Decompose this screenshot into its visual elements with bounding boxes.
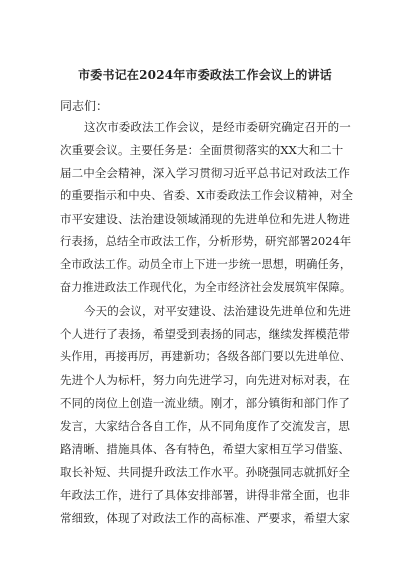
paragraph-line: 先进个人为标杆，努力向先进学习，向先进对标对表，在 <box>60 373 350 387</box>
paragraph-line: 今天的会议，对平安建设、法治建设先进单位和先进 <box>84 304 351 318</box>
paragraph-line: 市平安建设、法治建设领域涌现的先进单位和先进人物进 <box>60 212 350 226</box>
paragraph-line: 头作用，再接再厉，再建新功；各级各部门要以先进单位、 <box>60 350 352 363</box>
paragraph-line: 行表扬，总结全市政法工作，分析形势，研究部署2024年 <box>60 235 352 248</box>
paragraph-line: 发言，大家结合各自工作，从不同角度作了交流发言，思 <box>60 419 350 433</box>
paragraph-line: 常细致，体现了对政法工作的高标准、严要求，希望大家 <box>60 511 350 525</box>
paragraph-line: 届二中全会精神，深入学习贯彻习近平总书记对政法工作 <box>60 166 350 180</box>
paragraph-line: 次重要会议。主要任务是：全面贯彻落实的XX大和二十 <box>60 143 344 157</box>
paragraph-line: 这次市委政法工作会议，是经市委研究确定召开的一 <box>84 120 351 134</box>
paragraph-line: 全市政法工作。动员全市上下进一步统一思想，明确任务， <box>60 258 352 271</box>
paragraph-line: 路清晰、措施具体、各有特色，希望大家相互学习借鉴、 <box>60 442 350 456</box>
paragraph-line: 个人进行了表扬，希望受到表扬的同志，继续发挥模范带 <box>60 327 350 341</box>
paragraph-line: 奋力推进政法工作现代化，为全市经济社会发展筑牢保障。 <box>60 281 352 294</box>
paragraph-line: 的重要指示和中央、省委、X市委政法工作会议精神，对全 <box>60 189 354 202</box>
paragraph-line: 取长补短、共同提升政法工作水平。孙晓强同志就抓好全 <box>60 465 350 479</box>
salutation: 同志们： <box>60 99 109 113</box>
document-title: 市委书记在2024年市委政法工作会议上的讲话 <box>78 68 332 82</box>
paragraph-line: 年政法工作，进行了具体安排部署，讲得非常全面，也非 <box>60 488 350 502</box>
paragraph-line: 不同的岗位上创造一流业绩。刚才，部分镇街和部门作了 <box>60 396 350 410</box>
